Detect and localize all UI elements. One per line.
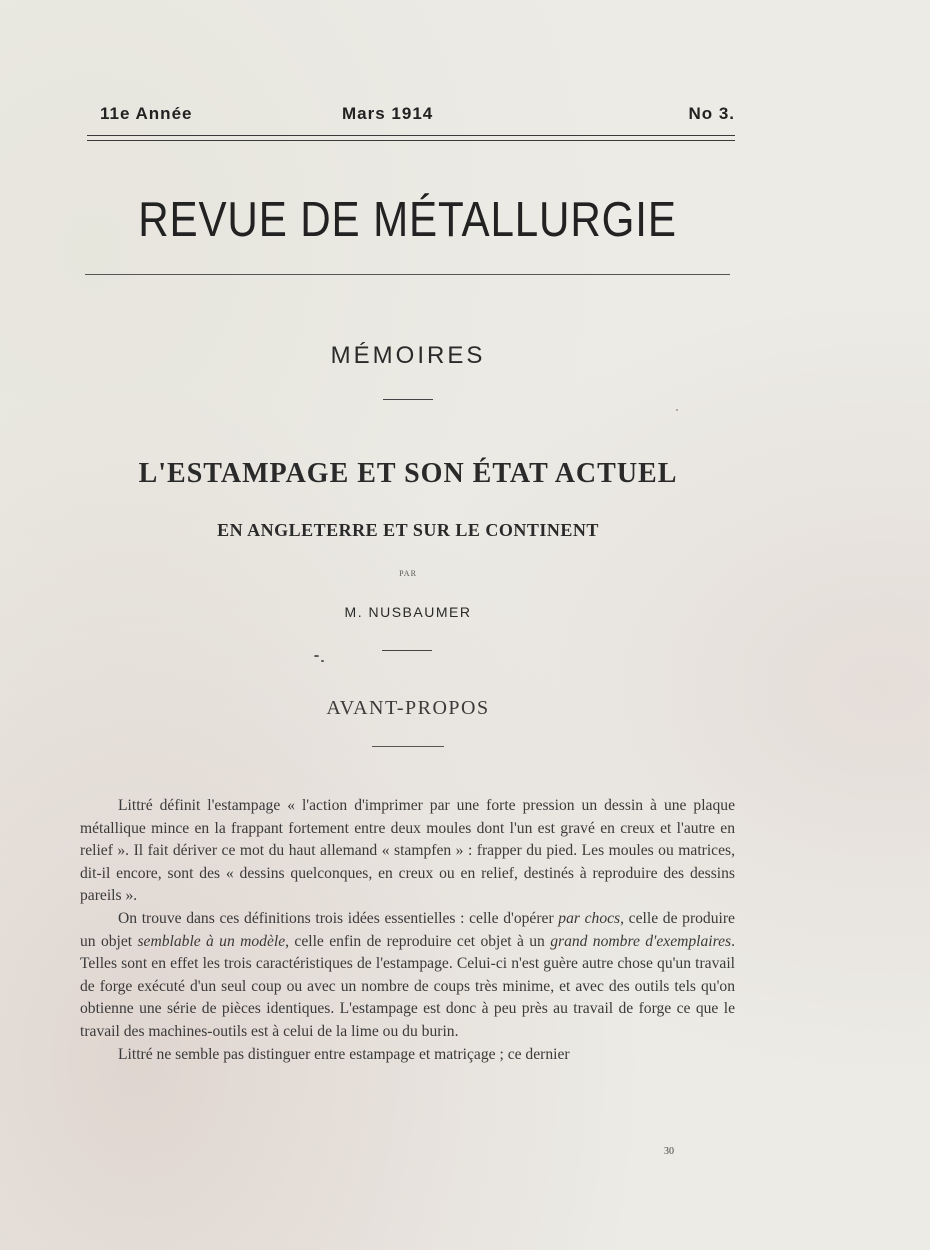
article-author: M. NUSBAUMER xyxy=(344,604,472,620)
byline-par: PAR xyxy=(399,569,417,578)
body-paragraph xyxy=(80,1044,735,1067)
text-run: Littré définit l'estampage « l'action d'imprimer par une forte pression un dessin à une plaque métallique mince en la frappant fortement entre deux moules dont l'un est gravé en creux et l'autre en relief ». Il fait dériver ce mot du haut allemand « stampfen » : frapper du pied. Les moules ou matrices, dit-il encore, sont des « dessins quelconques, en creux ou en relief, destinés à reproduire des dessins pareils ». xyxy=(80,797,735,905)
header-year: 11e Année xyxy=(100,104,193,123)
body-text xyxy=(80,795,735,1066)
italic-phrase: grand nombre d'exemplaires xyxy=(550,932,732,950)
text-run: Littré ne semble pas distinguer entre estampage et matriçage ; ce dernier xyxy=(118,1045,570,1063)
italic-phrase: par chocs xyxy=(558,909,621,927)
article-subtitle: EN ANGLETERRE ET SUR LE CONTINENT xyxy=(217,520,599,540)
section-divider xyxy=(383,399,433,400)
page-number: 30 xyxy=(664,1146,674,1157)
foreword-divider xyxy=(372,746,444,747)
author-divider xyxy=(382,650,432,651)
ink-speck xyxy=(314,655,319,657)
journal-title: REVUE DE MÉTALLURGIE xyxy=(138,193,677,247)
running-header xyxy=(100,104,735,128)
section-title: MÉMOIRES xyxy=(330,342,486,369)
italic-phrase: semblable à un modèle xyxy=(137,932,286,950)
ink-speck xyxy=(321,660,324,662)
body-paragraph xyxy=(80,908,735,1044)
ink-speck xyxy=(676,409,678,411)
text-run: . Telles sont en effet les trois caractéristiques de l'estampage. Celui-ci n'est guère autre chose qu'un travail de forge exécuté d'un seul coup ou avec un nombre de coups très minime, et avec des outils tels qu'on obtienne une série de pièces identiques. L'estampage est donc à peu près au travail de forge ce que le travail des machines-outils est à celui de la lime ou du burin. xyxy=(80,932,736,1040)
header-rule-top xyxy=(87,135,735,136)
header-issue: No 3. xyxy=(688,104,735,123)
body-paragraph xyxy=(80,795,735,908)
text-run: , celle de produire un objet xyxy=(80,909,735,950)
article-title: L'ESTAMPAGE ET SON ÉTAT ACTUEL xyxy=(138,458,678,489)
text-run: , celle enfin de reproduire cet objet à un xyxy=(285,932,551,950)
header-date: Mars 1914 xyxy=(342,104,434,123)
header-rule-bottom xyxy=(87,140,735,141)
title-rule xyxy=(85,274,730,275)
foreword-heading: AVANT-PROPOS xyxy=(326,697,490,719)
text-run: On trouve dans ces définitions trois idées essentielles : celle d'opérer xyxy=(118,909,559,927)
